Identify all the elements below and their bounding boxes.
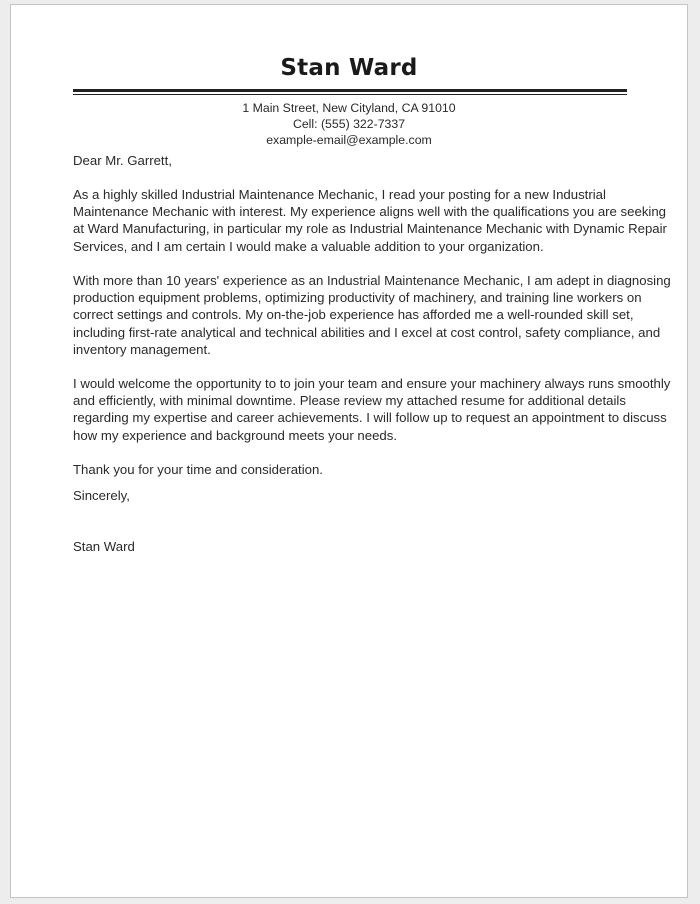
letter-page xyxy=(10,4,688,898)
contact-cell: Cell: (555) 322-7337 xyxy=(292,117,406,131)
thank-you-line: Thank you for your time and consideration. xyxy=(73,462,323,477)
paragraph-intro: As a highly skilled Industrial Maintenance Mechanic, I read your posting for a new Industrial Maintenance Mechanic with interest. My experience aligns well with the qualifications you are seeking at Ward Manufacturing, in particular my role as Industrial Maintenance Mechanic with Dynamic Repair Services, and I am certain I would make a valuable addition to your organization. xyxy=(73,187,667,254)
header-rule-thick xyxy=(73,89,627,92)
valediction: Sincerely, xyxy=(73,488,130,503)
signature-name: Stan Ward xyxy=(73,539,135,554)
contact-email: example-email@example.com xyxy=(266,133,432,147)
contact-address: 1 Main Street, New Cityland, CA 91010 xyxy=(242,101,456,115)
contact-block xyxy=(11,100,687,148)
paragraph-closing: I would welcome the opportunity to to join your team and ensure your machinery always runs smoothly and efficiently, with minimal downtime. Please review my attached resume for additional details regarding my expertise and career achievements. I will follow up to request an appointment to discuss how my experience and background meets your needs. xyxy=(73,376,671,443)
header-rule-thin xyxy=(73,94,627,95)
salutation: Dear Mr. Garrett, xyxy=(73,153,172,168)
paragraph-experience: With more than 10 years' experience as an Industrial Maintenance Mechanic, I am adept in diagnosing production equipment problems, optimizing productivity of machinery, and training line workers on correct settings and controls. My on-the-job experience has afforded me a well-rounded skill set, including first-rate analytical and technical abilities and I excel at cost control, safety compliance, and inventory management. xyxy=(73,273,671,357)
applicant-name: Stan Ward xyxy=(280,55,418,81)
